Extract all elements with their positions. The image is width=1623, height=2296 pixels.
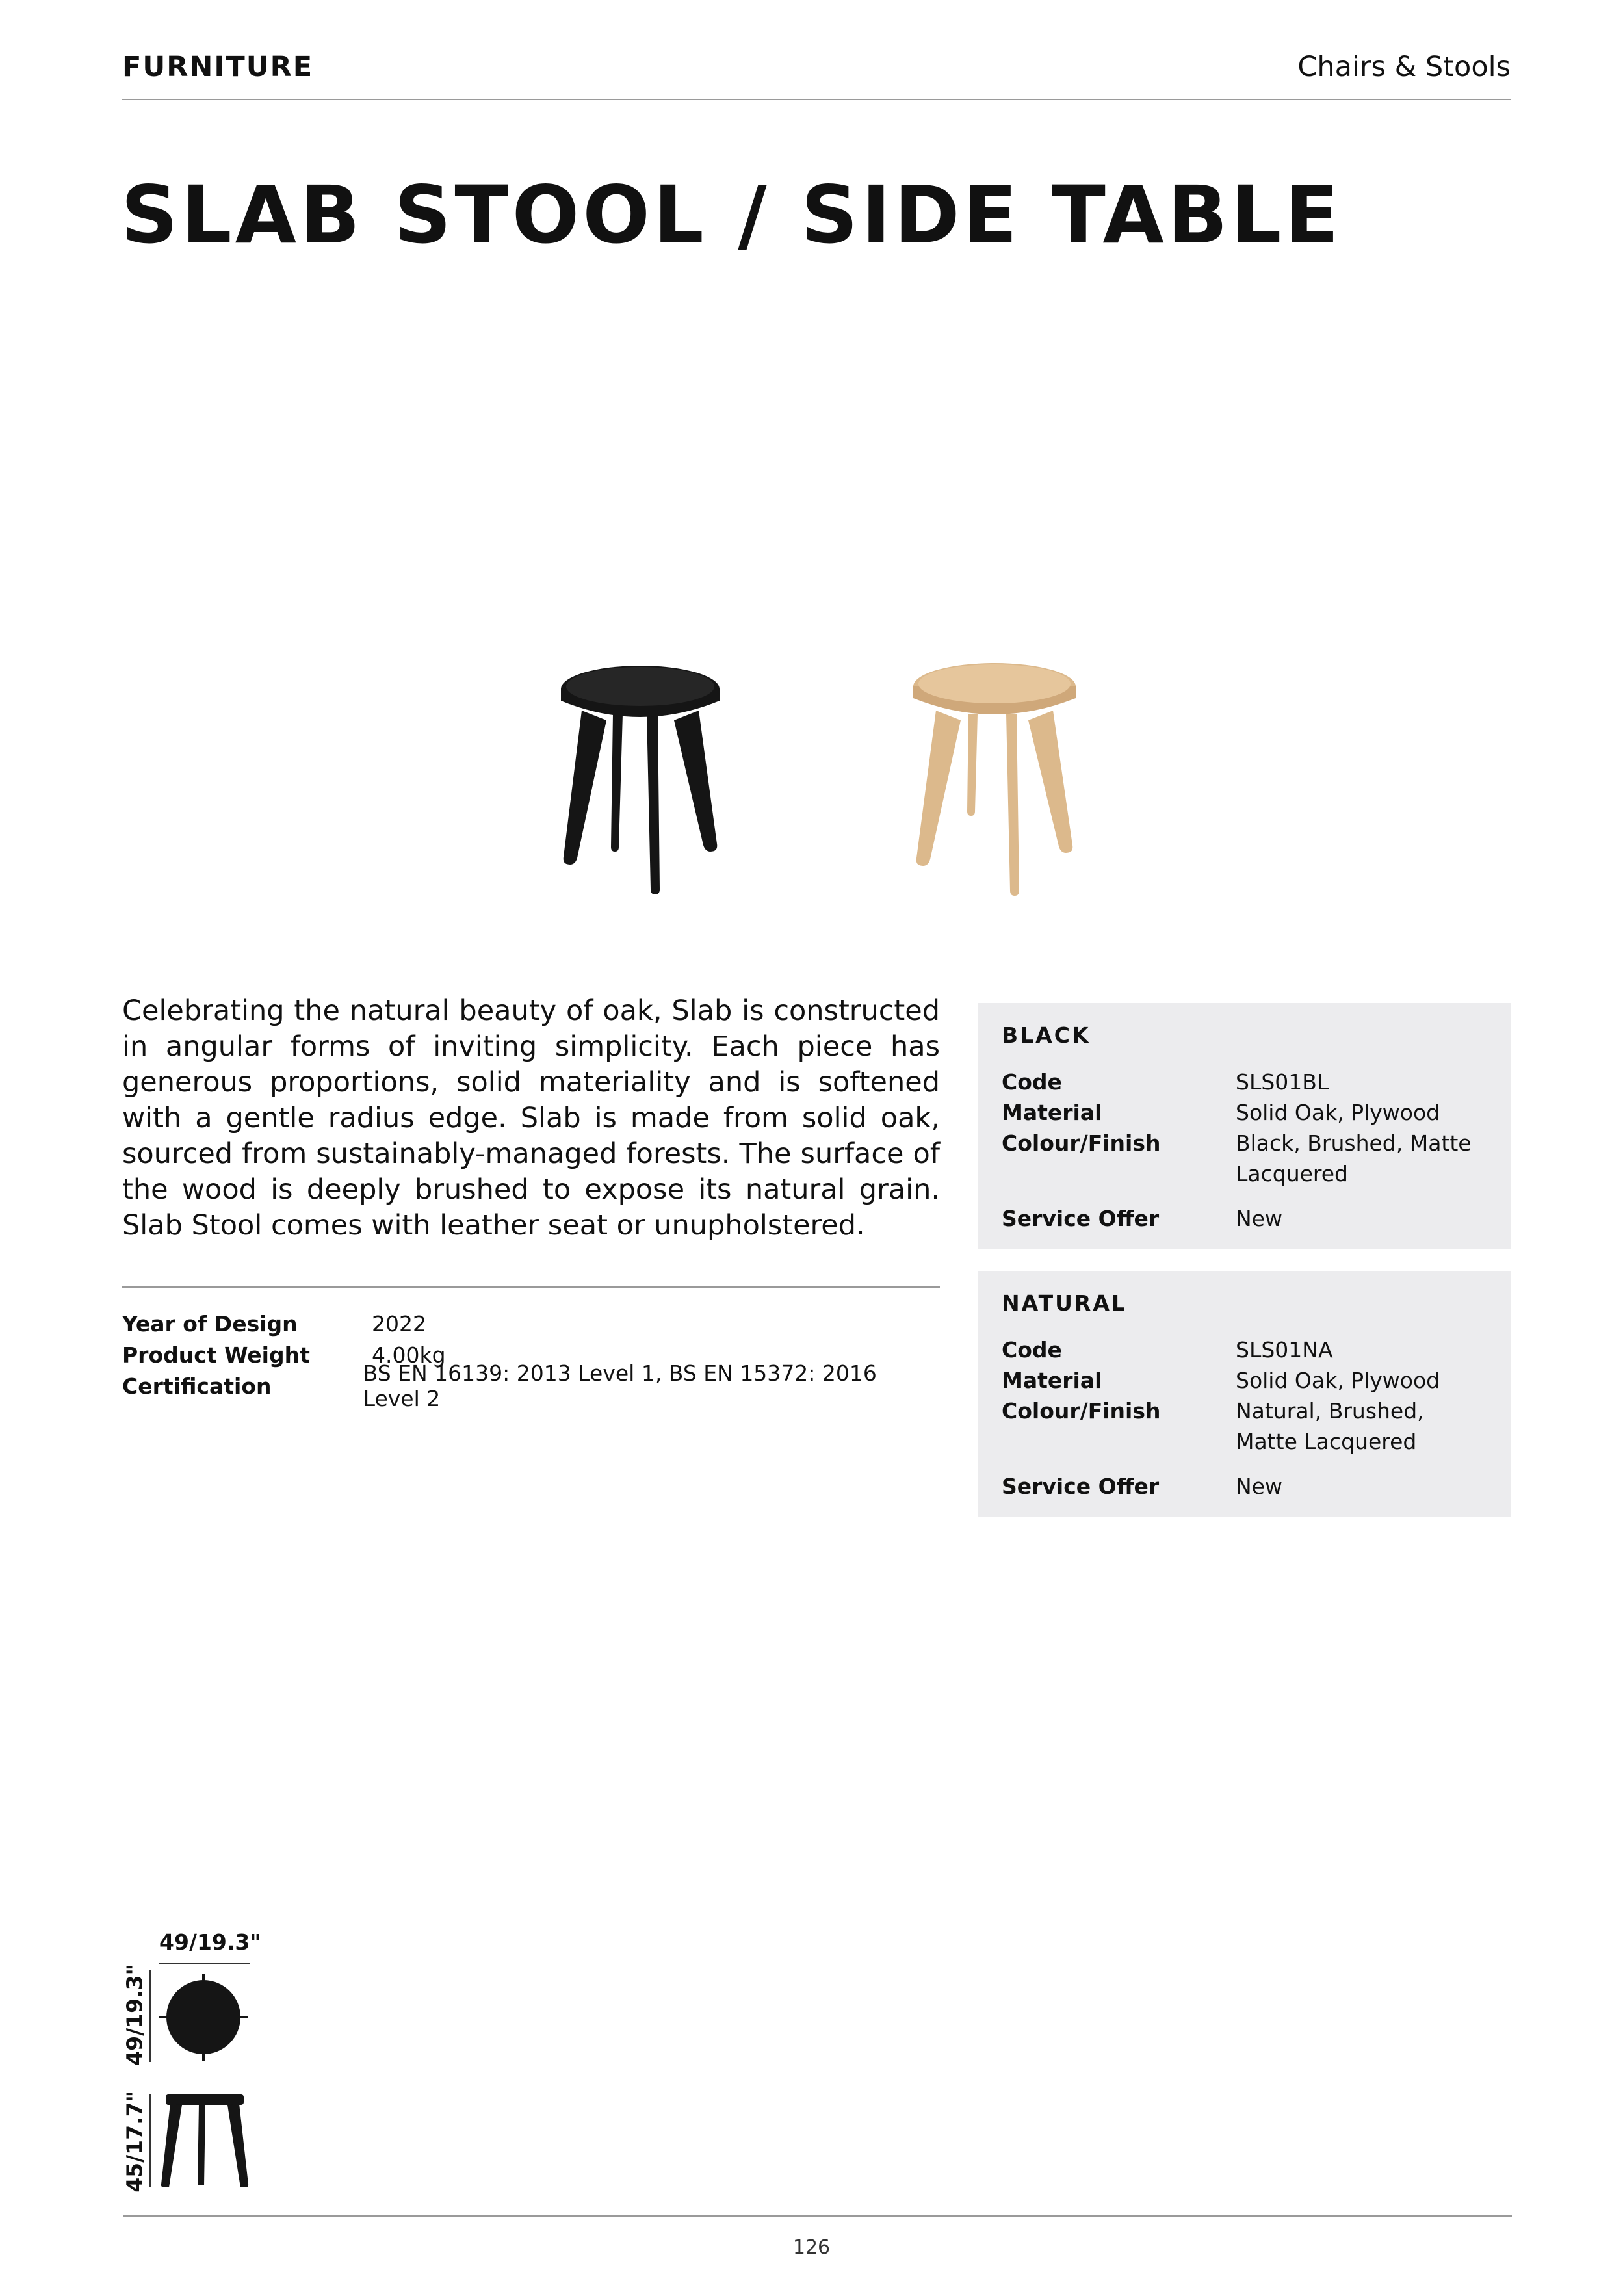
finish-label: Service Offer	[1002, 1474, 1160, 1499]
spec-value: 4.00kg	[372, 1342, 446, 1368]
dimension-width-label: 49/19.3"	[159, 1929, 261, 1955]
spec-label: Certification	[122, 1373, 272, 1399]
spacer	[1002, 1189, 1488, 1203]
finish-label: Colour/Finish	[1002, 1398, 1161, 1424]
top-view-diagram	[155, 1970, 252, 2065]
spec-table	[122, 1308, 940, 1411]
spec-row-year	[122, 1308, 940, 1339]
finish-value: SLS01NA	[1236, 1337, 1333, 1363]
finish-panel-black	[978, 1003, 1511, 1249]
dimension-width-line	[159, 1963, 250, 1964]
dimension-depth-line	[149, 1970, 151, 2062]
finish-row-code	[1002, 1335, 1488, 1365]
finish-value: New	[1236, 1206, 1282, 1231]
dimension-depth-label: 49/19.3"	[122, 1964, 148, 2066]
black-stool-image	[536, 649, 744, 902]
finish-row-colour	[1002, 1396, 1488, 1457]
dimension-height-label: 45/17.7"	[122, 2091, 148, 2193]
footer-divider	[123, 2215, 1512, 2217]
finish-value: Solid Oak, Plywood	[1236, 1368, 1440, 1393]
natural-stool-image	[890, 649, 1098, 902]
finish-label: Material	[1002, 1368, 1102, 1393]
finish-row-material	[1002, 1365, 1488, 1396]
finish-label: Material	[1002, 1100, 1102, 1125]
side-view-diagram	[156, 2093, 253, 2188]
finish-row-service	[1002, 1471, 1488, 1502]
page-number: 126	[792, 2236, 831, 2259]
product-title: SLAB STOOL / SIDE TABLE	[121, 169, 1342, 261]
header-category: FURNITURE	[122, 51, 314, 83]
finish-title: NATURAL	[1002, 1290, 1127, 1316]
spec-value: 2022	[372, 1311, 426, 1337]
finish-value: Solid Oak, Plywood	[1236, 1100, 1440, 1125]
finish-row-service	[1002, 1203, 1488, 1234]
finish-label: Service Offer	[1002, 1206, 1160, 1231]
product-description: Celebrating the natural beauty of oak, Slab is constructed in angular forms of inviting simplicity. Each piece has generous proportions, solid materiality and is softened with a gentle radius edge. Slab is made from solid oak, sourced from sustainably-managed forests. The surface of the wood is deeply brushed to expose its natural grain. Slab Stool comes with leather seat or unupholstered.	[122, 995, 940, 1242]
finish-row-code	[1002, 1067, 1488, 1097]
finish-value: Natural, Brushed, Matte Lacquered	[1236, 1398, 1424, 1454]
finish-label: Colour/Finish	[1002, 1130, 1161, 1156]
spec-label: Year of Design	[122, 1311, 298, 1337]
finish-value: Black, Brushed, Matte Lacquered	[1236, 1130, 1472, 1186]
finish-label: Code	[1002, 1069, 1062, 1095]
finish-row-colour	[1002, 1128, 1488, 1189]
dimension-height-line	[149, 2094, 151, 2187]
finish-title: BLACK	[1002, 1023, 1091, 1048]
spec-row-certification	[122, 1361, 940, 1411]
header-divider	[122, 99, 1511, 100]
header-section: Chairs & Stools	[1297, 51, 1511, 83]
finish-row-material	[1002, 1097, 1488, 1128]
description-divider	[122, 1286, 940, 1288]
finish-panel-natural	[978, 1271, 1511, 1517]
finish-value: New	[1236, 1474, 1282, 1499]
spacer	[1002, 1457, 1488, 1471]
spec-value: BS EN 16139: 2013 Level 1, BS EN 15372: 2016 Level 2	[363, 1361, 877, 1411]
finish-value: SLS01BL	[1236, 1069, 1329, 1095]
spec-label: Product Weight	[122, 1342, 310, 1368]
finish-label: Code	[1002, 1337, 1062, 1363]
